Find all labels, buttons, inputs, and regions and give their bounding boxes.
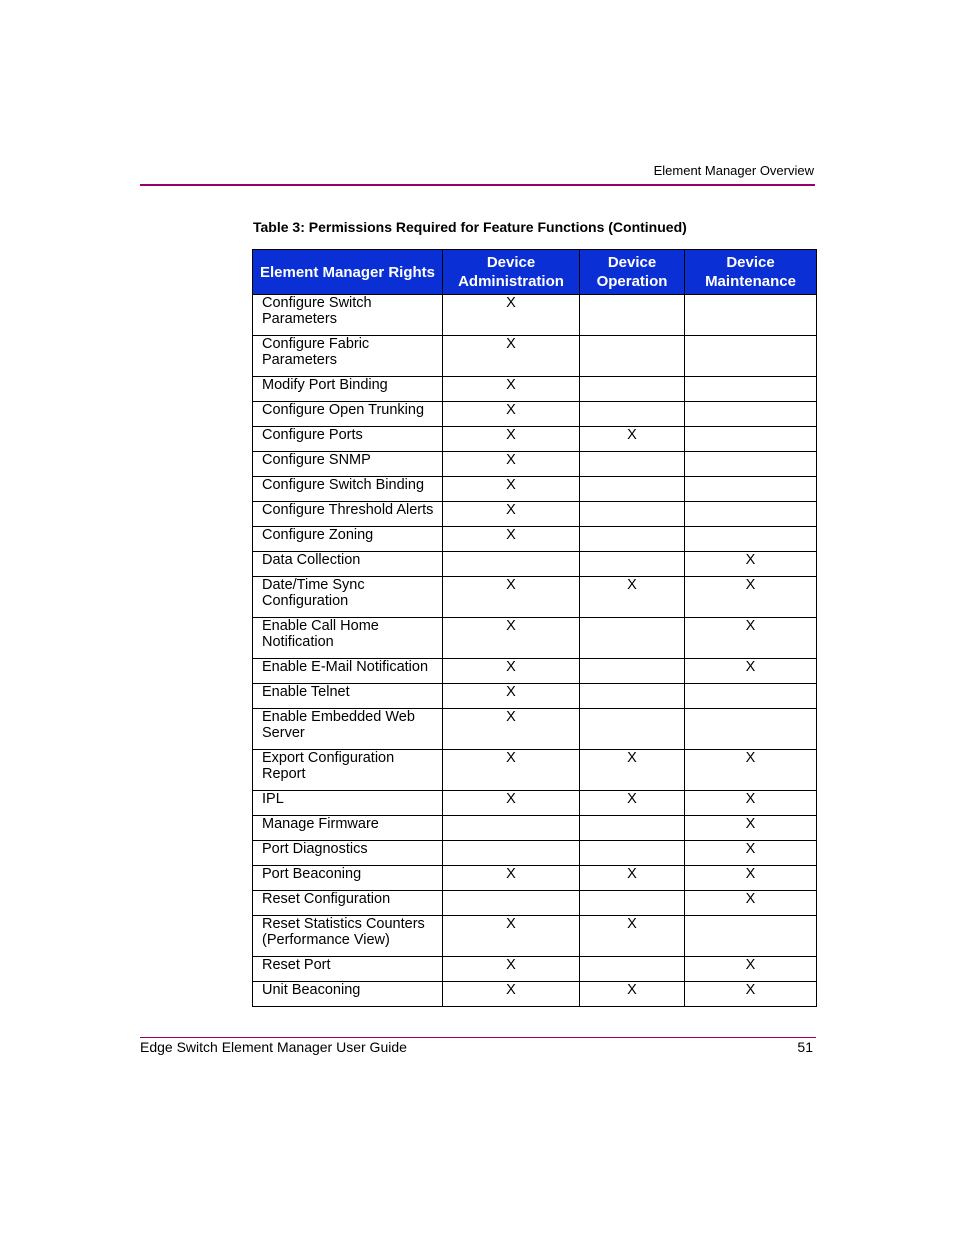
table-row (253, 659, 817, 684)
table-row (253, 791, 817, 816)
maintenance-cell (685, 402, 817, 427)
right-cell: Date/Time Sync Configuration (253, 577, 443, 618)
maintenance-cell (685, 452, 817, 477)
maintenance-cell: X (685, 577, 817, 618)
admin-cell: X (443, 452, 580, 477)
maintenance-cell: X (685, 841, 817, 866)
admin-cell: X (443, 336, 580, 377)
table-row (253, 477, 817, 502)
right-cell: Data Collection (253, 552, 443, 577)
table-row (253, 866, 817, 891)
operation-cell (580, 336, 685, 377)
table-row (253, 841, 817, 866)
table-row (253, 957, 817, 982)
right-cell: Configure Switch Parameters (253, 295, 443, 336)
table-row (253, 750, 817, 791)
right-cell: Enable E-Mail Notification (253, 659, 443, 684)
footer-title: Edge Switch Element Manager User Guide (140, 1039, 407, 1055)
maintenance-cell: X (685, 659, 817, 684)
admin-cell (443, 552, 580, 577)
admin-cell: X (443, 982, 580, 1007)
column-header-administration: Device Administration (443, 250, 580, 295)
maintenance-cell: X (685, 618, 817, 659)
table-row (253, 982, 817, 1007)
admin-cell: X (443, 750, 580, 791)
column-header-operation: Device Operation (580, 250, 685, 295)
right-cell: Configure Ports (253, 427, 443, 452)
operation-cell (580, 709, 685, 750)
maintenance-cell: X (685, 891, 817, 916)
maintenance-cell (685, 295, 817, 336)
table-row (253, 709, 817, 750)
right-cell: Reset Port (253, 957, 443, 982)
table-row (253, 502, 817, 527)
maintenance-cell: X (685, 816, 817, 841)
admin-cell: X (443, 377, 580, 402)
table-row (253, 552, 817, 577)
right-cell: Unit Beaconing (253, 982, 443, 1007)
operation-cell (580, 957, 685, 982)
operation-cell: X (580, 427, 685, 452)
operation-cell: X (580, 791, 685, 816)
operation-cell: X (580, 982, 685, 1007)
right-cell: Reset Statistics Counters (Performance View) (253, 916, 443, 957)
right-cell: Configure Open Trunking (253, 402, 443, 427)
maintenance-cell: X (685, 750, 817, 791)
maintenance-cell (685, 916, 817, 957)
maintenance-cell: X (685, 982, 817, 1007)
operation-cell (580, 402, 685, 427)
admin-cell (443, 891, 580, 916)
maintenance-cell: X (685, 866, 817, 891)
operation-cell (580, 527, 685, 552)
right-cell: Enable Embedded Web Server (253, 709, 443, 750)
operation-cell (580, 891, 685, 916)
column-header-rights: Element Manager Rights (253, 250, 443, 295)
permissions-table (252, 249, 817, 1007)
admin-cell: X (443, 916, 580, 957)
admin-cell: X (443, 577, 580, 618)
table-row (253, 684, 817, 709)
right-cell: Configure Switch Binding (253, 477, 443, 502)
right-cell: Port Diagnostics (253, 841, 443, 866)
maintenance-cell (685, 684, 817, 709)
admin-cell: X (443, 866, 580, 891)
table-row (253, 527, 817, 552)
maintenance-cell (685, 377, 817, 402)
admin-cell: X (443, 427, 580, 452)
running-header: Element Manager Overview (653, 163, 814, 178)
admin-cell: X (443, 659, 580, 684)
right-cell: Port Beaconing (253, 866, 443, 891)
right-cell: IPL (253, 791, 443, 816)
table-row (253, 427, 817, 452)
admin-cell (443, 841, 580, 866)
admin-cell: X (443, 709, 580, 750)
admin-cell: X (443, 402, 580, 427)
admin-cell: X (443, 295, 580, 336)
table-row (253, 577, 817, 618)
operation-cell (580, 452, 685, 477)
right-cell: Reset Configuration (253, 891, 443, 916)
maintenance-cell (685, 709, 817, 750)
operation-cell (580, 477, 685, 502)
admin-cell: X (443, 527, 580, 552)
header-rule (140, 184, 815, 186)
admin-cell: X (443, 684, 580, 709)
table-row (253, 618, 817, 659)
footer-rule (140, 1037, 816, 1038)
operation-cell (580, 841, 685, 866)
right-cell: Configure SNMP (253, 452, 443, 477)
operation-cell: X (580, 577, 685, 618)
operation-cell (580, 377, 685, 402)
right-cell: Manage Firmware (253, 816, 443, 841)
maintenance-cell (685, 427, 817, 452)
operation-cell (580, 295, 685, 336)
maintenance-cell (685, 336, 817, 377)
operation-cell: X (580, 750, 685, 791)
maintenance-cell: X (685, 791, 817, 816)
right-cell: Configure Zoning (253, 527, 443, 552)
table-header-row (253, 250, 817, 295)
maintenance-cell: X (685, 552, 817, 577)
table-row (253, 336, 817, 377)
table-row (253, 377, 817, 402)
admin-cell: X (443, 791, 580, 816)
table-row (253, 916, 817, 957)
table-row (253, 295, 817, 336)
operation-cell: X (580, 916, 685, 957)
column-header-maintenance: Device Maintenance (685, 250, 817, 295)
right-cell: Configure Fabric Parameters (253, 336, 443, 377)
right-cell: Modify Port Binding (253, 377, 443, 402)
maintenance-cell (685, 527, 817, 552)
right-cell: Export Configuration Report (253, 750, 443, 791)
table-row (253, 402, 817, 427)
operation-cell (580, 502, 685, 527)
table-caption: Table 3: Permissions Required for Feature Functions (Continued) (253, 219, 687, 235)
admin-cell: X (443, 618, 580, 659)
admin-cell: X (443, 477, 580, 502)
admin-cell: X (443, 502, 580, 527)
operation-cell (580, 552, 685, 577)
maintenance-cell (685, 477, 817, 502)
page-number: 51 (797, 1039, 813, 1055)
right-cell: Configure Threshold Alerts (253, 502, 443, 527)
operation-cell (580, 816, 685, 841)
admin-cell: X (443, 957, 580, 982)
operation-cell (580, 618, 685, 659)
maintenance-cell (685, 502, 817, 527)
operation-cell: X (580, 866, 685, 891)
operation-cell (580, 684, 685, 709)
operation-cell (580, 659, 685, 684)
admin-cell (443, 816, 580, 841)
right-cell: Enable Telnet (253, 684, 443, 709)
table-row (253, 891, 817, 916)
table-row (253, 816, 817, 841)
maintenance-cell: X (685, 957, 817, 982)
right-cell: Enable Call Home Notification (253, 618, 443, 659)
table-row (253, 452, 817, 477)
